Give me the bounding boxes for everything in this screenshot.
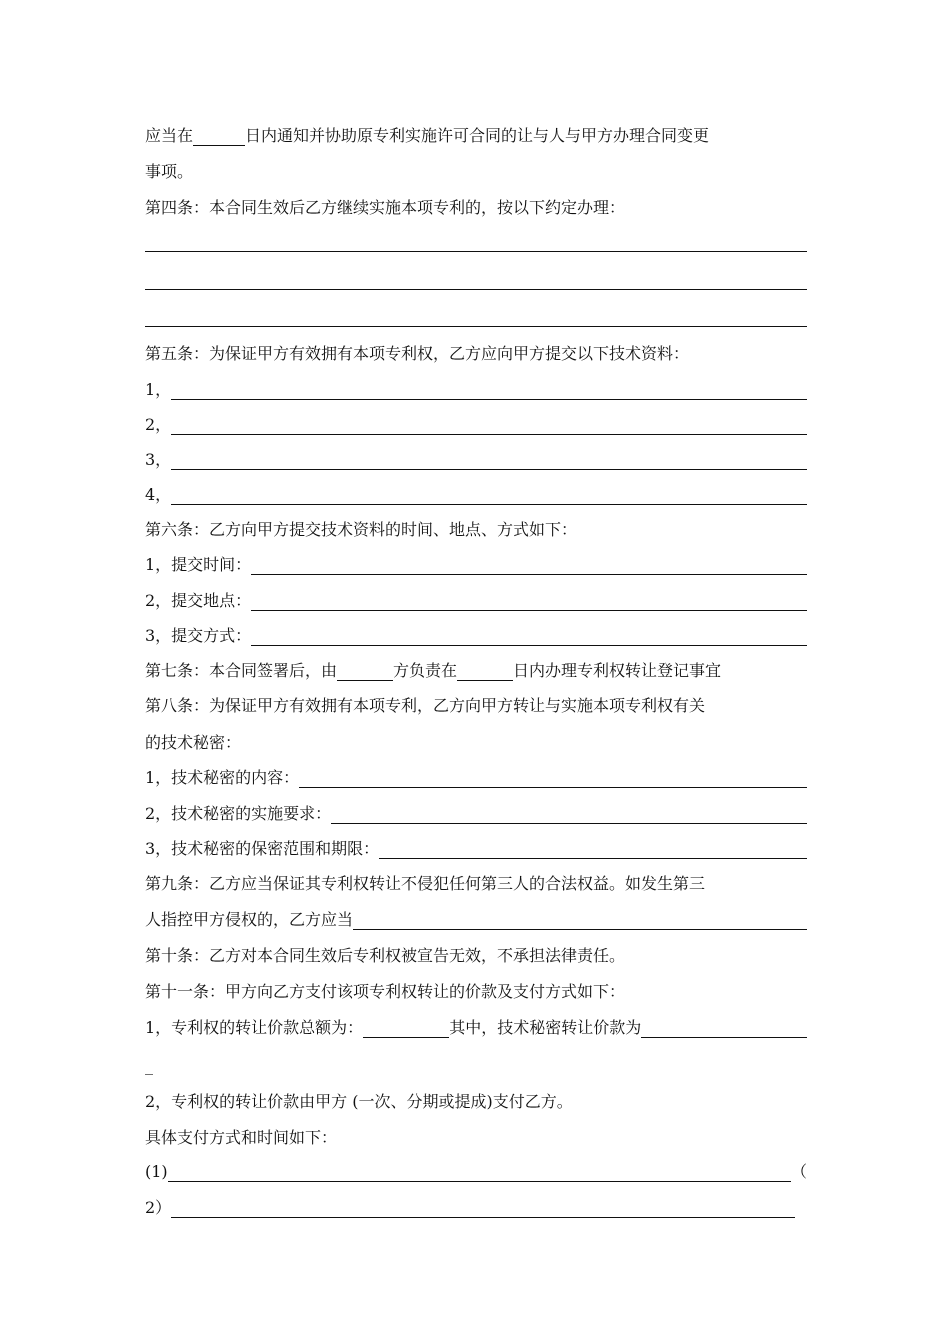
article-8 bbox=[145, 692, 807, 720]
article-11-heading bbox=[145, 978, 807, 1006]
text-segment: 2，提交地点： bbox=[145, 591, 252, 610]
text-segment: 2，专利权的转让价款由甲方 (一次、分期或提成)支付乙方。 bbox=[145, 1092, 573, 1111]
blank-line bbox=[145, 266, 807, 294]
text-segment: 3， bbox=[145, 450, 172, 469]
text-segment: 第九条：乙方应当保证其专利权转让不侵犯任何第三人的合法权益。如发生第三 bbox=[145, 874, 706, 893]
fill-blank bbox=[331, 803, 807, 824]
fill-blank bbox=[641, 1017, 807, 1038]
fill-blank bbox=[171, 414, 807, 435]
fill-blank bbox=[251, 590, 807, 611]
numbered-line bbox=[145, 1014, 807, 1042]
text-segment: 第五条：为保证甲方有效拥有本项专利权，乙方应向甲方提交以下技术资料： bbox=[145, 344, 690, 363]
fill-blank bbox=[251, 625, 807, 646]
text-line bbox=[145, 1052, 807, 1080]
numbered-line bbox=[145, 1194, 795, 1222]
numbered-line bbox=[145, 764, 807, 792]
text-segment: 3，技术秘密的保密范围和期限： bbox=[145, 839, 380, 858]
numbered-line bbox=[145, 835, 807, 863]
text-line bbox=[145, 1124, 807, 1152]
article-5-heading bbox=[145, 340, 807, 368]
text-segment: 第七条：本合同签署后，由 bbox=[145, 661, 338, 680]
text-segment: 事项。 bbox=[145, 162, 194, 181]
numbered-line bbox=[145, 481, 807, 509]
numbered-line bbox=[145, 622, 807, 650]
text-segment: 方负责在 bbox=[393, 661, 458, 680]
fill-blank bbox=[363, 1017, 449, 1038]
fill-blank bbox=[379, 838, 807, 859]
text-segment: 1，技术秘密的内容： bbox=[145, 768, 300, 787]
text-line bbox=[145, 906, 807, 934]
fill-blank bbox=[251, 554, 807, 575]
text-segment: 1， bbox=[145, 380, 172, 399]
text-segment: 4， bbox=[145, 485, 172, 504]
fill-blank bbox=[145, 306, 807, 327]
article-7 bbox=[145, 657, 807, 685]
text-segment: 第八条：为保证甲方有效拥有本项专利，乙方向甲方转让与实施本项专利权有关 bbox=[145, 696, 706, 715]
text-segment: 日内办理专利权转让登记事宜 bbox=[513, 661, 722, 680]
text-line bbox=[145, 158, 807, 186]
fill-blank bbox=[171, 1197, 795, 1218]
fill-blank bbox=[171, 449, 807, 470]
text-segment: 其中，技术秘密转让价款为 bbox=[449, 1018, 642, 1037]
text-segment: 第十条：乙方对本合同生效后专利权被宣告无效，不承担法律责任。 bbox=[145, 946, 626, 965]
numbered-line bbox=[145, 551, 807, 579]
text-segment: _ bbox=[145, 1056, 153, 1075]
numbered-line bbox=[145, 1088, 807, 1116]
numbered-line bbox=[145, 1158, 807, 1186]
text-segment: 人指控甲方侵权的，乙方应当 bbox=[145, 910, 354, 929]
text-segment: 2， bbox=[145, 415, 172, 434]
numbered-line bbox=[145, 411, 807, 439]
text-segment: （ bbox=[790, 1162, 807, 1181]
text-line bbox=[145, 729, 807, 757]
text-segment: 2，技术秘密的实施要求： bbox=[145, 804, 332, 823]
text-segment: 具体支付方式和时间如下： bbox=[145, 1128, 338, 1147]
numbered-line bbox=[145, 446, 807, 474]
text-segment: 第六条：乙方向甲方提交技术资料的时间、地点、方式如下： bbox=[145, 520, 578, 539]
fill-blank bbox=[337, 660, 393, 681]
article-4-heading bbox=[145, 194, 807, 222]
blank-line bbox=[145, 303, 807, 331]
fill-blank bbox=[457, 660, 513, 681]
text-segment: 应当在 bbox=[145, 126, 194, 145]
fill-blank bbox=[145, 269, 807, 290]
text-segment: (1) bbox=[145, 1162, 168, 1181]
fill-blank bbox=[193, 125, 245, 146]
blank-line bbox=[145, 228, 807, 256]
text-line bbox=[145, 122, 807, 150]
fill-blank bbox=[299, 767, 807, 788]
numbered-line bbox=[145, 376, 807, 404]
numbered-line bbox=[145, 587, 807, 615]
fill-blank bbox=[171, 379, 807, 400]
text-segment: 日内通知并协助原专利实施许可合同的让与人与甲方办理合同变更 bbox=[245, 126, 710, 145]
article-10 bbox=[145, 942, 807, 970]
text-segment: 3，提交方式： bbox=[145, 626, 252, 645]
fill-blank bbox=[171, 484, 807, 505]
numbered-line bbox=[145, 800, 807, 828]
text-segment: 第十一条：甲方向乙方支付该项专利权转让的价款及支付方式如下： bbox=[145, 982, 626, 1001]
text-segment: 第四条：本合同生效后乙方继续实施本项专利的，按以下约定办理： bbox=[145, 198, 626, 217]
text-segment: 2） bbox=[145, 1198, 172, 1217]
text-segment: 1，提交时间： bbox=[145, 555, 252, 574]
text-segment: 的技术秘密： bbox=[145, 733, 242, 752]
article-6-heading bbox=[145, 516, 807, 544]
fill-blank bbox=[168, 1161, 791, 1182]
fill-blank bbox=[353, 909, 807, 930]
text-segment: 1，专利权的转让价款总额为： bbox=[145, 1018, 364, 1037]
fill-blank bbox=[145, 231, 807, 252]
article-9 bbox=[145, 870, 807, 898]
